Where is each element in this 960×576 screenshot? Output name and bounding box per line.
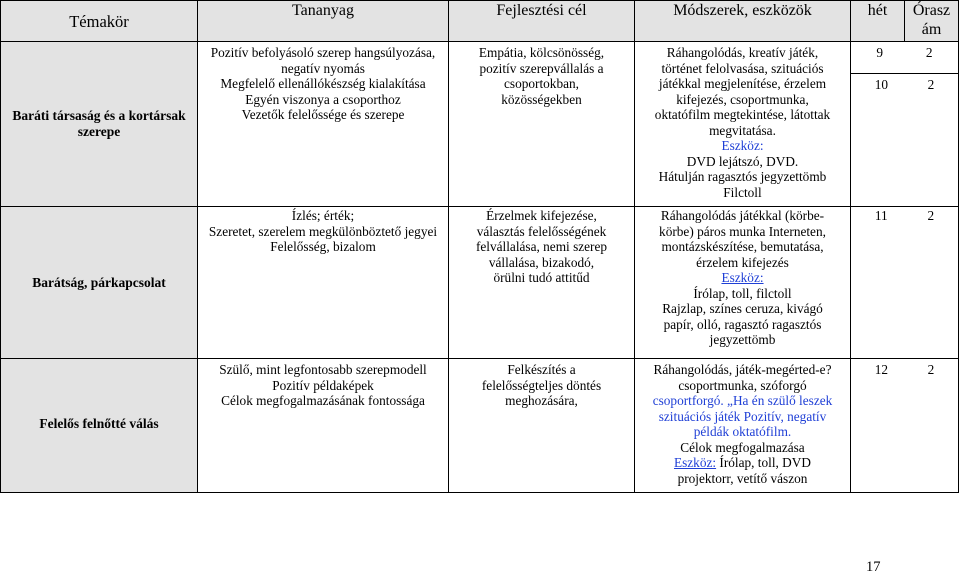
text-line: felelősségteljes döntés bbox=[481, 377, 602, 393]
header-hours: Órasz ám bbox=[905, 1, 959, 42]
text-line: Ízlés; érték; bbox=[291, 208, 355, 223]
week-number: 11 bbox=[874, 208, 888, 223]
text-line: oktatófilm megtekintése, látottak bbox=[654, 107, 831, 122]
schedule-entry bbox=[851, 42, 958, 61]
tools-label: Eszköz: bbox=[673, 455, 717, 470]
text-line: vállalása, bizakodó, bbox=[488, 254, 595, 270]
text-line: projektorr, vetítő vászon bbox=[677, 470, 808, 486]
table-row bbox=[1, 207, 959, 359]
text-line: szituációs játék Pozitív, negatív bbox=[658, 408, 827, 424]
text-line: Felelősség, bizalom bbox=[270, 239, 376, 254]
text-line: Filctoll bbox=[723, 184, 762, 200]
material-cell bbox=[198, 42, 449, 207]
hours-count: 2 bbox=[925, 45, 933, 60]
goal-cell bbox=[449, 359, 635, 493]
header-row bbox=[1, 1, 959, 42]
methods-cell bbox=[635, 42, 851, 207]
text-line: Felkészítés a bbox=[507, 362, 576, 377]
schedule-cell bbox=[851, 359, 959, 493]
schedule-entry bbox=[851, 74, 958, 93]
topic-label: Baráti társaság és a kortársak szerepe bbox=[12, 108, 186, 139]
text-line: papír, olló, ragasztó ragasztós bbox=[663, 316, 822, 332]
text-line: montázskészítése, bemutatása, bbox=[661, 239, 824, 254]
hours-count: 2 bbox=[927, 76, 935, 92]
text-line: Megfelelő ellenállókészség kialakítása bbox=[220, 76, 426, 91]
week-number: 10 bbox=[874, 76, 889, 92]
text-line: Érzelmek kifejezése, bbox=[486, 208, 597, 223]
tools-text: Írólap, toll, DVD bbox=[716, 455, 811, 470]
table-row bbox=[1, 42, 959, 207]
hours-count: 2 bbox=[927, 208, 935, 223]
tools-line bbox=[635, 455, 850, 471]
text-line: kifejezés, csoportmunka, bbox=[676, 91, 809, 107]
tools-label: Eszköz: bbox=[721, 138, 764, 153]
goal-cell bbox=[449, 42, 635, 207]
table-row bbox=[1, 359, 959, 493]
text-line: Célok megfogalmazásának fontossága bbox=[221, 393, 425, 408]
text-line: Empátia, kölcsönösség, bbox=[478, 45, 605, 60]
topic-label: Felelős felnőtté válás bbox=[39, 416, 159, 431]
material-cell bbox=[198, 359, 449, 493]
header-material: Tananyag bbox=[198, 1, 449, 42]
topic-label: Barátság, párkapcsolat bbox=[32, 274, 166, 290]
text-line: megvitatása. bbox=[709, 122, 776, 138]
schedule-cell bbox=[851, 42, 959, 207]
topic-cell bbox=[1, 359, 198, 493]
text-line: Írólap, toll, filctoll bbox=[693, 285, 792, 301]
text-line: csoportmunka, szóforgó bbox=[678, 377, 807, 393]
schedule-entry bbox=[851, 359, 958, 378]
text-line: Hátulján ragasztós jegyzettömb bbox=[658, 169, 827, 184]
week-number: 9 bbox=[876, 45, 884, 60]
hours-count: 2 bbox=[927, 362, 935, 377]
text-line: Vezetők felelőssége és szerepe bbox=[241, 107, 405, 122]
methods-cell bbox=[635, 359, 851, 493]
schedule-cell bbox=[851, 207, 959, 359]
schedule-entry bbox=[851, 207, 958, 224]
text-line: Pozitív példaképek bbox=[272, 377, 374, 393]
text-line: Egyén viszonya a csoporthoz bbox=[245, 91, 401, 107]
text-line: pozitív szerepvállalás a bbox=[479, 60, 604, 76]
text-line: DVD lejátszó, DVD. bbox=[686, 153, 799, 169]
text-line: Szülő, mint legfontosabb szerepmodell bbox=[219, 362, 427, 377]
text-line: negatív nyomás bbox=[281, 60, 365, 76]
text-line: játékkal megjelenítése, érzelem bbox=[658, 76, 827, 91]
text-line: történet felolvasása, szituációs bbox=[661, 60, 824, 76]
text-line: felvállalása, nemi szerep bbox=[475, 239, 608, 254]
text-line: Célok megfogalmazása bbox=[680, 439, 805, 455]
page-number: 17 bbox=[866, 559, 881, 575]
topic-cell bbox=[1, 42, 198, 207]
topic-cell bbox=[1, 207, 198, 359]
text-line: közösségekben bbox=[501, 91, 582, 107]
text-line: Ráhangolódás, játék-megérted-e? bbox=[653, 362, 832, 377]
goal-cell bbox=[449, 207, 635, 359]
material-cell bbox=[198, 207, 449, 359]
text-line: Pozitív befolyásoló szerep hangsúlyozása, bbox=[210, 45, 436, 60]
text-line: Szeretet, szerelem megkülönböztető jegyei bbox=[208, 223, 438, 239]
text-line: körbe) páros munka Interneten, bbox=[659, 223, 826, 239]
text-line: Rajzlap, színes ceruza, kivágó bbox=[662, 301, 823, 316]
methods-cell bbox=[635, 207, 851, 359]
header-methods: Módszerek, eszközök bbox=[635, 1, 851, 42]
header-goal: Fejlesztési cél bbox=[449, 1, 635, 42]
text-line: jegyzettömb bbox=[709, 332, 776, 347]
text-line: érzelem kifejezés bbox=[696, 254, 789, 270]
header-topic: Témakör bbox=[1, 1, 198, 42]
text-line: példák oktatófilm. bbox=[693, 424, 792, 439]
text-line: választás felelősségének bbox=[476, 223, 607, 239]
text-line: csoportforgó. „Ha én szülő leszek bbox=[652, 393, 833, 408]
tools-label: Eszköz: bbox=[721, 270, 764, 285]
text-line: örülni tudó attitűd bbox=[493, 270, 590, 285]
header-week: hét bbox=[851, 1, 905, 42]
text-line: Ráhangolódás játékkal (körbe- bbox=[660, 208, 825, 223]
text-line: csoportokban, bbox=[504, 76, 579, 91]
text-line: Ráhangolódás, kreatív játék, bbox=[666, 45, 819, 60]
week-number: 12 bbox=[874, 362, 889, 377]
text-line: meghozására, bbox=[505, 393, 578, 408]
